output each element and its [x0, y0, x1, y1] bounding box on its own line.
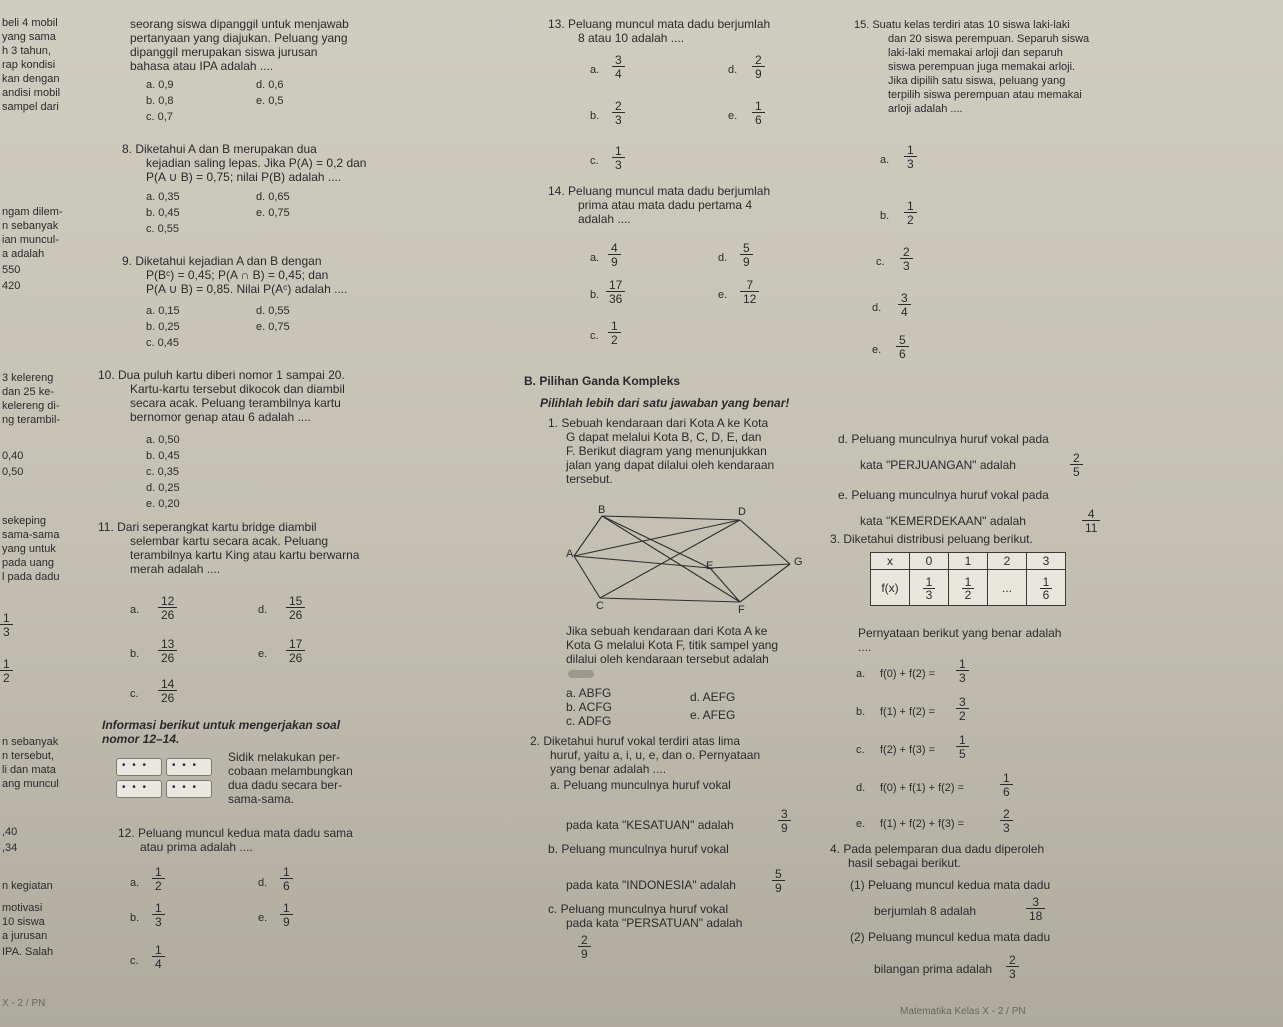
fraction: 1 6 [280, 866, 293, 892]
c1-option-e-text[interactable]: e. Peluang munculnya huruf vokal pada [838, 488, 1049, 502]
q14-text: 14. Peluang muncul mata dadu berjumlah [548, 184, 771, 198]
c2-option-b[interactable]: b. Peluang munculnya huruf vokal [548, 842, 729, 856]
fraction: 15 26 [286, 595, 305, 621]
c3-option-c[interactable]: c. [856, 744, 865, 756]
c1-question: Kota G melalui Kota F, titik sampel yang [566, 638, 779, 652]
fraction: 1 3 [956, 658, 969, 684]
c1-text: G dapat melalui Kota B, C, D, E, dan [566, 430, 762, 444]
fraction: 3 2 [956, 696, 969, 722]
fraction: 14 26 [158, 678, 177, 704]
q11-option-b[interactable]: b. [130, 648, 140, 660]
c2-option-a[interactable]: a. Peluang munculnya huruf vokal [550, 778, 731, 792]
q13-text: 13. Peluang muncul mata dadu berjumlah [548, 17, 771, 31]
fraction: 1 3 [0, 612, 13, 638]
node-label: C [596, 600, 604, 612]
c1-option-a[interactable]: a. ABFG [566, 686, 612, 700]
c1-text: F. Berikut diagram yang menunjukkan [566, 444, 767, 458]
q11-option-e[interactable]: e. [258, 648, 268, 660]
text-line: ian muncul- [2, 234, 59, 246]
table-header: 1 [949, 553, 988, 570]
text-line: sama-sama [2, 529, 60, 541]
text-line: pada uang [2, 557, 54, 569]
c2-option-c[interactable]: c. Peluang munculnya huruf vokal [548, 902, 729, 916]
fraction: 2 5 [1070, 452, 1083, 478]
section-heading: B. Pilihan Ganda Kompleks [524, 374, 681, 388]
q7-option-b[interactable]: b. 0,8 [146, 95, 174, 107]
q7-option-d[interactable]: d. 0,6 [256, 79, 284, 91]
q10-text: secara acak. Peluang terambilnya kartu [130, 396, 341, 410]
q9-option-a[interactable]: a. 0,15 [146, 305, 180, 317]
text-line: 0,50 [2, 466, 24, 478]
text-line: 420 [2, 280, 21, 292]
fraction: 1 5 [956, 734, 969, 760]
fraction: 1 3 [152, 902, 165, 928]
c1-option-e[interactable]: e. AFEG [690, 708, 736, 722]
q15-option-d[interactable]: d. [872, 302, 882, 314]
c3-option-d[interactable]: d. [856, 782, 866, 794]
q11-text: 11. Dari seperangkat kartu bridge diambil [98, 520, 317, 534]
q7-text: pertanyaan yang diajukan. Peluang yang [130, 31, 348, 45]
q8-text: P(A ∪ B) = 0,75; nilai P(B) adalah .... [146, 170, 342, 184]
fraction: 1 3 [612, 145, 625, 171]
q10-option-c[interactable]: c. 0,35 [146, 466, 180, 478]
c3-option-e-expr: f(1) + f(2) + f(3) = [880, 818, 965, 830]
q12-text: 12. Peluang muncul kedua mata dadu sama [118, 826, 353, 840]
table-cell: $\frac{1}{2}$ [949, 570, 988, 606]
c3-option-b[interactable]: b. [856, 706, 866, 718]
c3-statement: Pernyataan berikut yang benar adalah [858, 626, 1062, 640]
fraction: 2 3 [612, 100, 625, 126]
dice-image [166, 780, 212, 798]
dice-image [116, 780, 162, 798]
q15-option-b[interactable]: b. [880, 210, 890, 222]
fraction: 2 3 [900, 246, 913, 272]
q12-option-c[interactable]: c. [130, 955, 139, 967]
q10-option-d[interactable]: d. 0,25 [146, 482, 180, 494]
table-cell: ... [988, 570, 1027, 606]
node-label: A [566, 548, 574, 560]
q15-text: siswa perempuan juga memakai arloji. [888, 61, 1076, 73]
fraction: 1 3 [904, 144, 917, 170]
sidik-text: cobaan melambungkan [228, 764, 353, 778]
q13-text: 8 atau 10 adalah .... [578, 31, 685, 45]
q10-text: bernomor genap atau 6 adalah .... [130, 410, 311, 424]
sidik-text: Sidik melakukan per- [228, 750, 341, 764]
text-line: sampel dari [2, 101, 59, 113]
q11-text: selembar kartu secara acak. Peluang [130, 534, 329, 548]
q14-option-a[interactable]: a. [590, 252, 600, 264]
info-heading: Informasi berikut untuk mengerjakan soal [102, 718, 341, 732]
dice-image [116, 758, 162, 776]
table-header: 0 [910, 553, 949, 570]
c4-text: 4. Pada pelemparan dua dadu diperoleh [830, 842, 1045, 856]
q9-text: 9. Diketahui kejadian A dan B dengan [122, 254, 322, 268]
q13-option-b[interactable]: b. [590, 110, 600, 122]
footer-left: X - 2 / PN [2, 998, 46, 1009]
node-label: B [598, 504, 606, 516]
q8-option-e[interactable]: e. 0,75 [256, 207, 290, 219]
info-heading: nomor 12–14. [102, 732, 180, 746]
q14-text: prima atau mata dadu pertama 4 [578, 198, 753, 212]
answer-chip [568, 666, 594, 680]
c4-item-2-text: bilangan prima adalah [874, 962, 993, 976]
text-line: yang untuk [2, 543, 56, 555]
table-header: 3 [1027, 553, 1066, 570]
fraction: 1 2 [904, 200, 917, 226]
text-line: h 3 tahun, [2, 45, 51, 57]
fraction: 4 9 [608, 242, 621, 268]
q7-text: dipanggil merupakan siswa jurusan [130, 45, 318, 59]
c2-text: huruf, yaitu a, i, u, e, dan o. Pernyataan [550, 748, 761, 762]
text-line: ,40 [2, 826, 18, 838]
q8-option-d[interactable]: d. 0,65 [256, 191, 290, 203]
text-line: beli 4 mobil [2, 17, 58, 29]
text-line: ng terambil- [2, 414, 61, 426]
q14-option-b[interactable]: b. [590, 289, 600, 301]
q10-option-a[interactable]: a. 0,50 [146, 434, 180, 446]
c2-option-a-text: pada kata "KESATUAN" adalah [566, 818, 734, 832]
node-label: D [738, 506, 746, 518]
text-line: IPA. Salah [2, 946, 54, 958]
q8-option-a[interactable]: a. 0,35 [146, 191, 180, 203]
q11-option-c[interactable]: c. [130, 688, 139, 700]
text-line: n tersebut, [2, 750, 54, 762]
fraction: 1 6 [752, 100, 765, 126]
c1-option-c[interactable]: c. ADFG [566, 714, 612, 728]
q10-text: 10. Dua puluh kartu diberi nomor 1 sampai 20. [98, 368, 345, 382]
fraction: 2 9 [578, 934, 591, 960]
c3-statement: .... [858, 640, 872, 654]
c1-question: Jika sebuah kendaraan dari Kota A ke [566, 624, 768, 638]
table-cell: $\frac{1}{6}$ [1027, 570, 1066, 606]
fraction: 13 26 [158, 638, 177, 664]
q12-option-b[interactable]: b. [130, 912, 140, 924]
text-line: l pada dadu [2, 571, 60, 583]
q14-option-c[interactable]: c. [590, 330, 599, 342]
text-line: n sebanyak [2, 736, 59, 748]
q9-text: P(A ∪ B) = 0,85. Nilai P(Aᶜ) adalah .... [146, 282, 348, 296]
q9-option-b[interactable]: b. 0,25 [146, 321, 180, 333]
fraction: 3 9 [778, 808, 791, 834]
text-line: 0,40 [2, 450, 24, 462]
c4-item-2[interactable]: (2) Peluang muncul kedua mata dadu [850, 930, 1051, 944]
text-line: n sebanyak [2, 220, 59, 232]
text-line: a adalah [2, 248, 45, 260]
q7-option-e[interactable]: e. 0,5 [256, 95, 284, 107]
c3-text: 3. Diketahui distribusi peluang berikut. [830, 532, 1033, 546]
q13-option-d[interactable]: d. [728, 64, 738, 76]
q15-option-e[interactable]: e. [872, 344, 882, 356]
q11-text: terambilnya kartu King atau kartu berwarna [130, 548, 360, 562]
fraction: 1 2 [152, 866, 165, 892]
fraction: 3 4 [612, 54, 625, 80]
c1-option-d-text: kata "PERJUANGAN" adalah [860, 458, 1016, 472]
q10-text: Kartu-kartu tersebut dikocok dan diambil [130, 382, 345, 396]
text-line: 550 [2, 264, 21, 276]
q14-option-e[interactable]: e. [718, 289, 728, 301]
c1-text: 1. Sebuah kendaraan dari Kota A ke Kota [548, 416, 769, 430]
fraction: 5 9 [740, 242, 753, 268]
text-line: rap kondisi [2, 59, 56, 71]
q7-option-c[interactable]: c. 0,7 [146, 111, 173, 123]
q15-text: Jika dipilih satu siswa, peluang yang [888, 75, 1066, 87]
q11-option-d[interactable]: d. [258, 604, 268, 616]
c1-text: tersebut. [566, 472, 613, 486]
q8-option-b[interactable]: b. 0,45 [146, 207, 180, 219]
fraction: 1 9 [280, 902, 293, 928]
fraction: 5 6 [896, 334, 909, 360]
fraction: 7 12 [740, 279, 759, 305]
q15-option-c[interactable]: c. [876, 256, 885, 268]
q15-text: arloji adalah .... [888, 103, 963, 115]
node-label: E [706, 560, 714, 572]
c3-option-d-expr: f(0) + f(1) + f(2) = [880, 782, 965, 794]
probability-table [870, 552, 1066, 606]
q9-option-e[interactable]: e. 0,75 [256, 321, 290, 333]
q15-text: laki-laki memakai arloji dan separuh [888, 47, 1063, 59]
q12-text: atau prima adalah .... [140, 840, 253, 854]
fraction: 17 36 [606, 279, 625, 305]
text-line: motivasi [2, 902, 43, 914]
q8-option-c[interactable]: c. 0,55 [146, 223, 180, 235]
c2-text: 2. Diketahui huruf vokal terdiri atas lima [530, 734, 741, 748]
q7-text: bahasa atau IPA adalah .... [130, 59, 274, 73]
q9-text: P(Bᶜ) = 0,45; P(A ∩ B) = 0,45; dan [146, 268, 329, 282]
c1-option-b[interactable]: b. ACFG [566, 700, 613, 714]
table-header: 2 [988, 553, 1027, 570]
c3-option-b-expr: f(1) + f(2) = [880, 706, 936, 718]
c3-option-e[interactable]: e. [856, 818, 866, 830]
c3-option-a[interactable]: a. [856, 668, 866, 680]
q15-text: terpilih siswa perempuan atau memakai [888, 89, 1082, 101]
q11-text: merah adalah .... [130, 562, 221, 576]
text-line: ngam dilem- [2, 206, 63, 218]
q13-option-c[interactable]: c. [590, 155, 599, 167]
q11-option-a[interactable]: a. [130, 604, 140, 616]
q7-text: seorang siswa dipanggil untuk menjawab [130, 17, 349, 31]
section-instruction: Pilihlah lebih dari satu jawaban yang benar! [540, 396, 790, 410]
sidik-text: sama-sama. [228, 792, 295, 806]
fraction: 5 9 [772, 868, 785, 894]
dice-image [166, 758, 212, 776]
q14-option-d[interactable]: d. [718, 252, 728, 264]
node-label: G [794, 556, 803, 568]
text-line: n kegiatan [2, 880, 53, 892]
q15-text: 15. Suatu kelas terdiri atas 10 siswa laki-laki [854, 19, 1070, 31]
q8-text: 8. Diketahui A dan B merupakan dua [122, 142, 317, 156]
c1-option-d-text[interactable]: d. Peluang munculnya huruf vokal pada [838, 432, 1049, 446]
table-cell: f(x) [871, 570, 910, 606]
q12-option-e[interactable]: e. [258, 912, 268, 924]
sidik-text: dua dadu secara ber- [228, 778, 343, 792]
q9-option-c[interactable]: c. 0,45 [146, 337, 180, 349]
text-line: li dan mata [2, 764, 56, 776]
c3-option-a-expr: f(0) + f(2) = [880, 668, 936, 680]
node-label: F [738, 604, 745, 616]
c2-text: yang benar adalah .... [550, 762, 667, 776]
text-line: 3 kelereng [2, 372, 54, 384]
fraction: 3 4 [898, 292, 911, 318]
fraction: 4 11 [1082, 508, 1100, 534]
fraction: 2 3 [1000, 808, 1013, 834]
q10-option-b[interactable]: b. 0,45 [146, 450, 180, 462]
table-cell: $\frac{1}{3}$ [910, 570, 949, 606]
text-line: kelereng di- [2, 400, 60, 412]
c2-option-c-text: pada kata "PERSATUAN" adalah [566, 916, 743, 930]
q7-option-a[interactable]: a. 0,9 [146, 79, 174, 91]
fraction: 2 3 [1006, 954, 1019, 980]
q10-option-e[interactable]: e. 0,20 [146, 498, 180, 510]
q14-text: adalah .... [578, 212, 631, 226]
c4-item-1-text: berjumlah 8 adalah [874, 904, 977, 918]
q8-text: kejadian saling lepas. Jika P(A) = 0,2 dan [146, 156, 367, 170]
q13-option-a[interactable]: a. [590, 64, 600, 76]
c1-option-e-text: kata "KEMERDEKAAN" adalah [860, 514, 1026, 528]
c1-text: jalan yang dapat dilalui oleh kendaraan [566, 458, 775, 472]
fraction: 1 4 [152, 944, 165, 970]
text-line: ,34 [2, 842, 18, 854]
c4-text: hasil sebagai berikut. [848, 856, 961, 870]
text-line: yang sama [2, 31, 56, 43]
q15-text: dan 20 siswa perempuan. Separuh siswa [888, 33, 1090, 45]
c1-question: dilalui oleh kendaraan tersebut adalah [566, 652, 769, 666]
c2-option-b-text: pada kata "INDONESIA" adalah [566, 878, 736, 892]
fraction: 12 26 [158, 595, 177, 621]
fraction: 1 2 [0, 658, 13, 684]
c1-option-d[interactable]: d. AEFG [690, 690, 736, 704]
text-line: andisi mobil [2, 87, 61, 99]
fraction: 2 9 [752, 54, 765, 80]
q9-option-d[interactable]: d. 0,55 [256, 305, 290, 317]
text-line: 10 siswa [2, 916, 45, 928]
c4-item-1[interactable]: (1) Peluang muncul kedua mata dadu [850, 878, 1051, 892]
footer-right: Matematika Kelas X - 2 / PN [900, 1006, 1026, 1017]
text-line: a jurusan [2, 930, 48, 942]
table-header: x [871, 553, 910, 570]
text-line: ang muncul [2, 778, 59, 790]
text-line: kan dengan [2, 73, 60, 85]
c3-option-c-expr: f(2) + f(3) = [880, 744, 936, 756]
fraction: 3 18 [1026, 896, 1045, 922]
text-line: sekeping [2, 515, 47, 527]
fraction: 1 2 [608, 320, 621, 346]
q13-option-e[interactable]: e. [728, 110, 738, 122]
q12-option-a[interactable]: a. [130, 877, 140, 889]
text-line: dan 25 ke- [2, 386, 54, 398]
fraction: 17 26 [286, 638, 305, 664]
q12-option-d[interactable]: d. [258, 877, 268, 889]
fraction: 1 6 [1000, 772, 1013, 798]
q15-option-a[interactable]: a. [880, 154, 890, 166]
